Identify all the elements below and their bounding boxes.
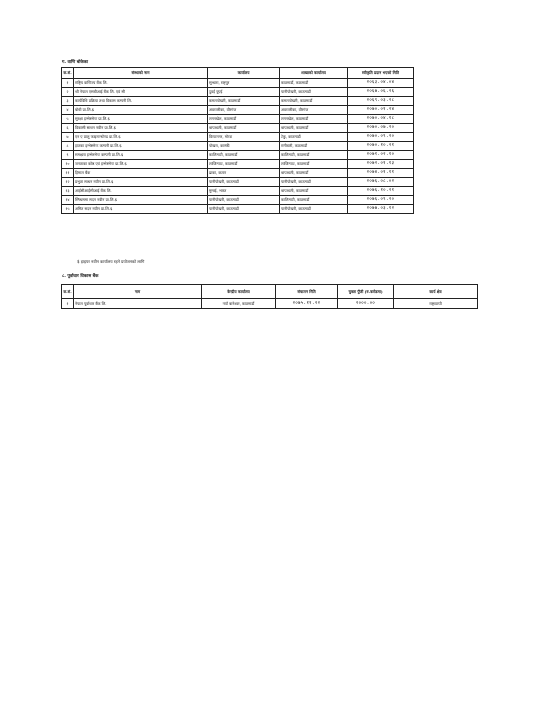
table-row [62, 88, 414, 97]
table-row [62, 169, 414, 178]
cell-paid-up-capital: २०००.०० [338, 299, 394, 309]
cell-head-office: नयाँ बानेश्वर, काठमाडौं [202, 299, 276, 309]
cell-sn: २ [62, 88, 74, 97]
table-row [62, 178, 414, 187]
cell-approval-date: २०७०.०१.२४ [348, 106, 414, 115]
table-row [62, 97, 414, 106]
cell-approval-date: २०७६.१०.२१ [348, 187, 414, 196]
cell-branch: पानीपोखरी, काठमाडौं [280, 88, 348, 97]
cell-branch: पानीपोखरी, काठमाडौं [280, 178, 348, 187]
cell-sn: ११ [62, 169, 74, 178]
cell-office: पानीपोखरी, काठमाडौं [208, 205, 280, 214]
cell-approval-date: २०७७.०३.१२ [348, 205, 414, 214]
cell-name: अमित सदन नवीन प्रा.लि.$ [74, 205, 208, 214]
cell-name: प्रभुता साधन नवीन प्रा.लि.$ [74, 178, 208, 187]
cell-branch: कालिमाटी, काठमाडौं [280, 151, 348, 160]
cell-approval-date: २०६९.०३.२८ [348, 97, 414, 106]
cell-branch: पानीपोखरी, काठमाडौं [280, 205, 348, 214]
table-row [62, 196, 414, 205]
section1-heading: ग. वाणि बोकेका [62, 60, 89, 65]
table-row [62, 205, 414, 214]
cell-name: बोधी प्रा.लि.$ [74, 106, 208, 115]
col-approval-date: स्वीकृति प्रदान भएको मिति [348, 68, 414, 79]
table-row [62, 106, 414, 115]
table-row [62, 151, 414, 160]
table-row [62, 187, 414, 196]
cell-name: सुरक्षा इन्भेष्टमेन्ट प्रा.लि.$ [74, 115, 208, 124]
cell-sn: १ [62, 79, 74, 88]
section2-heading: ८. पूर्वाधार विकास बैंक [62, 274, 99, 279]
table-row [62, 133, 414, 142]
license-table [61, 67, 414, 214]
cell-name: राष्ट्रिय वाणिज्य बैंक लि. [74, 79, 208, 88]
cell-branch: टेकु, काठमाडौं [280, 133, 348, 142]
col-name: संस्थाको नाम [74, 68, 208, 79]
cell-name: कार्यविधि प्रक्रिया तथा विकास कम्पनी लि. [74, 97, 208, 106]
col-work-area: कार्य क्षेत्र [394, 285, 478, 299]
cell-office: पोखरा, कास्की [208, 142, 280, 151]
cell-name: आईसीआईसीआई बैंक लि. [74, 187, 208, 196]
cell-approval-date: २०७१.०२.१० [348, 151, 414, 160]
table-row [62, 160, 414, 169]
cell-approval-date: २०६३.०४.०४ [348, 79, 414, 88]
cell-sn: ८ [62, 142, 74, 151]
cell-office: पानीपोखरी, काठमाडौं [208, 178, 280, 187]
license-table-body [62, 79, 414, 214]
cell-branch: अवरतरीका, वीरगंज [280, 106, 348, 115]
cell-approval-date: २०७६.०८.०२ [348, 178, 414, 187]
cell-sn: १२ [62, 178, 74, 187]
table-row [62, 115, 414, 124]
cell-approval-date: २०७४.०१.११ [348, 169, 414, 178]
cell-branch: कमलपोखरी, काठमाडौं [280, 97, 348, 106]
cell-sn: ५ [62, 115, 74, 124]
cell-office: थापाथली, काठमाडौं [208, 124, 280, 133]
cell-office: मुम्बई, भारत [208, 187, 280, 196]
cell-office: विराटनगर, मोरङ [208, 133, 280, 142]
table-row [62, 299, 478, 309]
cell-office: लगनखेल, काठमाडौं [208, 115, 280, 124]
cell-sn: ६ [62, 124, 74, 133]
cell-name: नेपाल पूर्वाधार बैंक लि. [74, 299, 202, 309]
cell-sn: १३ [62, 187, 74, 196]
cell-branch: थापाथली, काठमाडौं [280, 187, 348, 196]
col-branch: शाखाको कार्यालय [280, 68, 348, 79]
cell-office: पानीपोखरी, काठमाडौं [208, 196, 280, 205]
cell-branch: लगनखेल, काठमाडौं [280, 115, 348, 124]
cell-name: हिमाल बैंक [74, 169, 208, 178]
cell-approval-date: २०७२.०१.१३ [348, 160, 414, 169]
cell-work-area: राष्ट्रव्यापी [394, 299, 478, 309]
cell-sn: ४ [62, 106, 74, 115]
infrastructure-bank-table [61, 284, 478, 309]
cell-office: कमलपोखरी, काठमाडौं [208, 97, 280, 106]
cell-operation-date: २०७५.११.२२ [276, 299, 338, 309]
cell-name: जनताका कोष्ठ एवं इन्भेष्टमेन्ट प्रा.लि.$ [74, 160, 208, 169]
infrastructure-bank-table-body [62, 299, 478, 309]
cell-office: लाजिम्पाट, काठमाडौं [208, 160, 280, 169]
col-office: कार्यालय [208, 68, 280, 79]
col-name: नाम [74, 285, 202, 299]
col-head-office: केन्द्रीय कार्यालय [202, 285, 276, 299]
cell-name: श्री नेपाल एसबीआई बैंक लि. एवं सी [74, 88, 208, 97]
cell-name: एन ए प्रालु फाइनान्स्टेण्ड प्रा.लि.$ [74, 133, 208, 142]
license-table-header [62, 68, 414, 79]
col-operation-date: संचालन मिति [276, 285, 338, 299]
table-row [62, 124, 414, 133]
cell-sn: १ [62, 299, 74, 309]
cell-sn: १० [62, 160, 74, 169]
cell-approval-date: २०७०.१०.२१ [348, 142, 414, 151]
col-sn: क.सं. [62, 285, 74, 299]
infrastructure-bank-table-header [62, 285, 478, 299]
table-row [62, 142, 414, 151]
cell-name: विकासी साधन नवीन प्रा.लि.$ [74, 124, 208, 133]
cell-branch: थापाथली, काठमाडौं [280, 124, 348, 133]
cell-sn: १५ [62, 205, 74, 214]
cell-branch: रानीबारी, काठमाडौं [280, 142, 348, 151]
cell-name: स्मिथसमा सदन नवीन प्रा.लि.$ [74, 196, 208, 205]
table-row [62, 79, 414, 88]
col-sn: क.सं. [62, 68, 74, 79]
cell-branch: कालिमाटी, काठमाडौं [280, 196, 348, 205]
cell-approval-date: २०७६.०९.२० [348, 196, 414, 205]
cell-name: समक्षता इन्भेष्टमेन्ट कम्पनी प्रा.लि.$ [74, 151, 208, 160]
cell-office: ढाका, कतार [208, 169, 280, 178]
cell-approval-date: २०७०.०९.२० [348, 133, 414, 142]
cell-approval-date: २०७०.०७.२० [348, 124, 414, 133]
cell-sn: ९ [62, 151, 74, 160]
cell-name: हातका इन्भेष्टमेन्ट कम्पनी प्रा.लि.$ [74, 142, 208, 151]
cell-office: दुवई युएई [208, 88, 280, 97]
cell-sn: ७ [62, 133, 74, 142]
cell-approval-date: २०७०.०४.१८ [348, 115, 414, 124]
cell-office: सुन्धारा, राष्ट्रपुर [208, 79, 280, 88]
col-paid-up-capital: चुक्ता पुँजी (रु.करोडमा) [338, 285, 394, 299]
cell-office: कालिमाटी, काठमाडौं [208, 151, 280, 160]
cell-sn: १४ [62, 196, 74, 205]
cell-branch: काठमाडौं, काठमाडौं [280, 79, 348, 88]
cell-branch: लाजिम्पाट, काठमाडौं [280, 160, 348, 169]
cell-sn: ३ [62, 97, 74, 106]
cell-approval-date: २०६७.०६.२६ [348, 88, 414, 97]
cell-branch: थापाथली, काठमाडौं [280, 169, 348, 178]
cell-office: अवरतरीका, वीरगंज [208, 106, 280, 115]
section1-footnote: $ हाइपर नवीन कार्यालय रहने प्रयोजनको लागि [77, 259, 145, 264]
